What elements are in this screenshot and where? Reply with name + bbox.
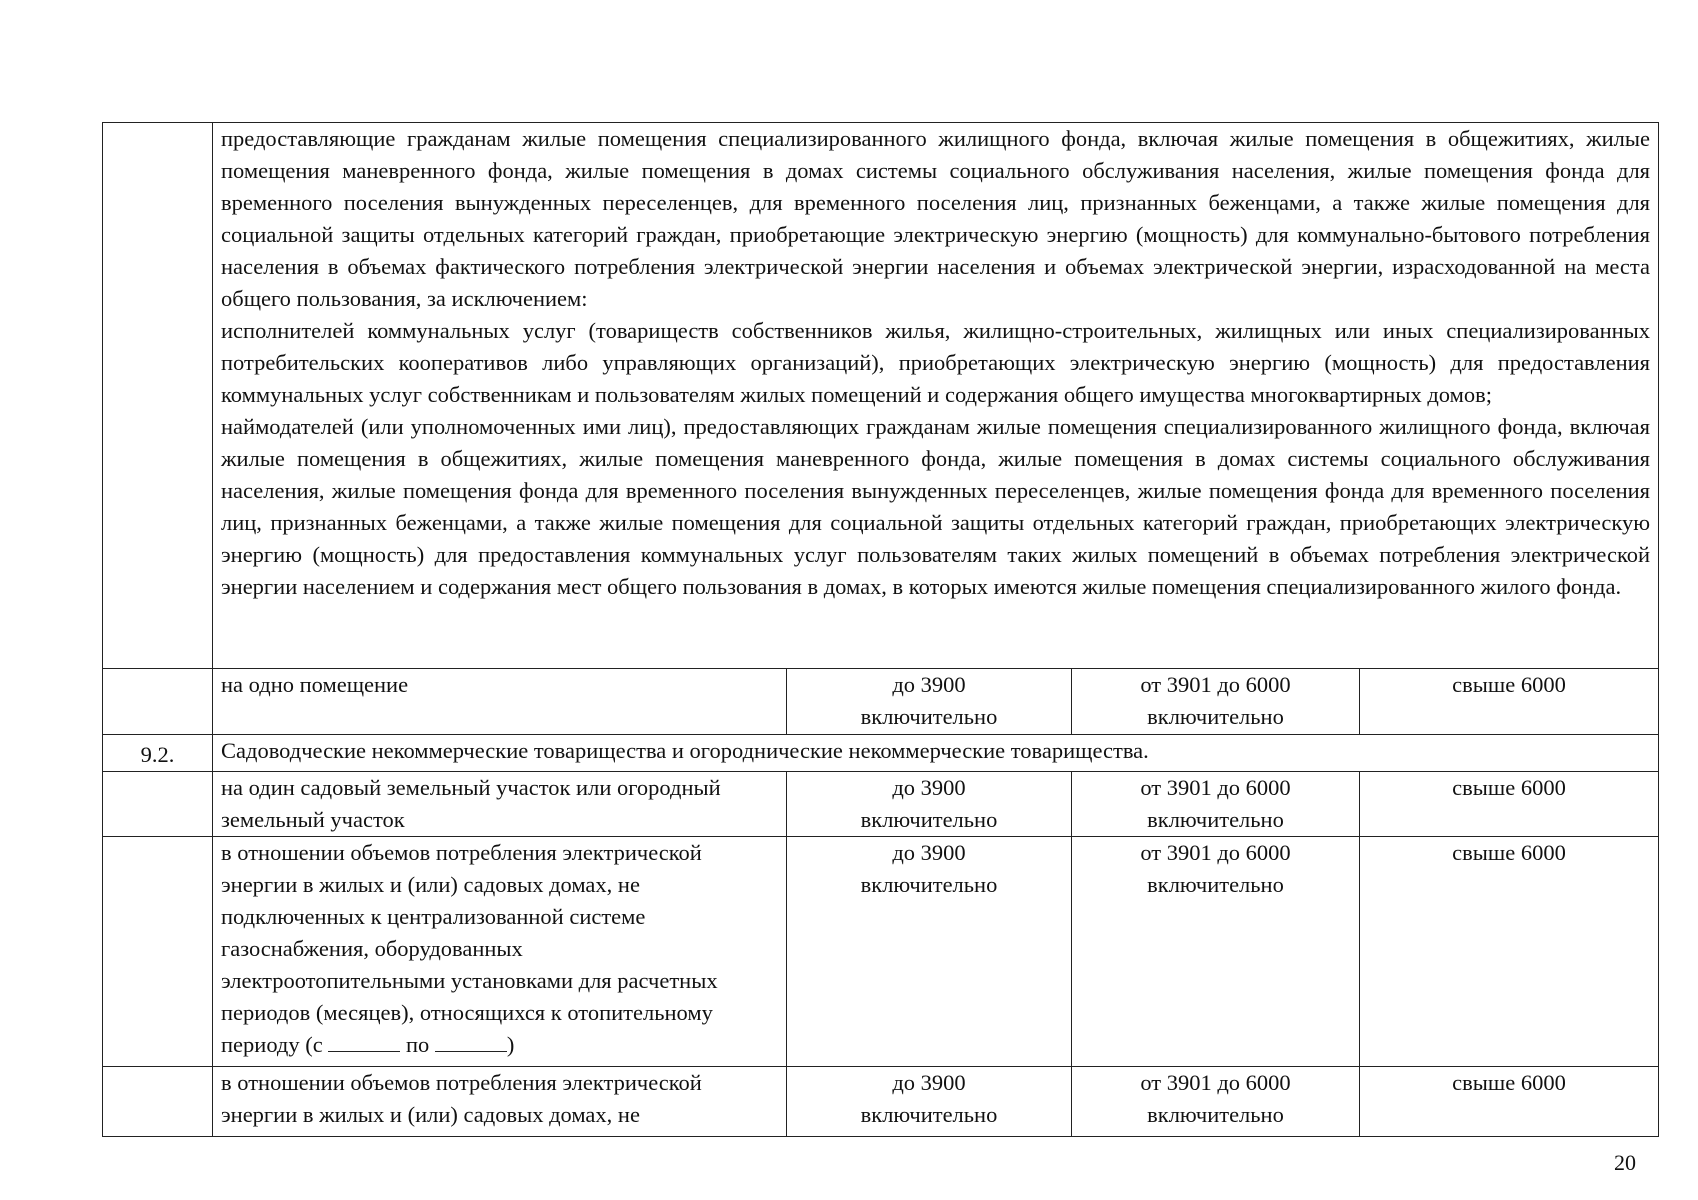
range-mid-value: от 3901 до 6000 xyxy=(1140,775,1291,800)
range-low-value: до 3900 xyxy=(892,1070,966,1095)
range-high-value: свыше 6000 xyxy=(1452,1070,1566,1095)
last-label-line-1: в отношении объемов потребления электрической xyxy=(221,1070,702,1095)
range-low-value: до 3900 xyxy=(892,840,966,865)
range-low-suffix: включительно xyxy=(860,1102,998,1127)
heating-label-line-2: энергии в жилых и (или) садовых домах, не xyxy=(221,872,640,897)
heating-period-close: ) xyxy=(506,1032,515,1057)
heating-label-cell xyxy=(213,837,787,1067)
section-title: Садоводческие некоммерческие товарищества и огороднические некоммерческие товарищества. xyxy=(213,735,1659,772)
range-mid-suffix: включительно xyxy=(1147,872,1284,897)
row-number-cell-empty xyxy=(103,123,213,669)
range-low-cell xyxy=(787,1067,1072,1137)
table-row-one-room xyxy=(103,669,1659,735)
range-mid-cell xyxy=(1072,669,1360,735)
range-high-cell xyxy=(1360,1067,1659,1137)
one-room-label: на одно помещение xyxy=(213,669,787,735)
range-mid-cell xyxy=(1072,772,1360,837)
range-low-value: до 3900 xyxy=(892,672,966,697)
heating-label-line-1: в отношении объемов потребления электрической xyxy=(221,840,702,865)
range-high-value: свыше 6000 xyxy=(1452,775,1566,800)
exception-paragraph-1: исполнителей коммунальных услуг (товариществ собственников жилья, жилищно-строительных, жилищных или иных специализированных потребительских кооперативов либо управляющих организаций), приобретающих электрическую энергию (мощность) для предоставления коммунальных услуг собственникам и пользователям жилых помещений и содержания общего имущества многоквартирных домов; xyxy=(221,318,1651,407)
range-low-cell xyxy=(787,669,1072,735)
table-row-last xyxy=(103,1067,1659,1137)
garden-plot-label-cell xyxy=(213,772,787,837)
table-row-garden-plot xyxy=(103,772,1659,837)
tariff-table xyxy=(102,122,1659,1137)
table-row-section-9-2 xyxy=(103,735,1659,772)
range-mid-cell xyxy=(1072,837,1360,1067)
range-low-value: до 3900 xyxy=(892,775,966,800)
row-number-cell-empty xyxy=(103,837,213,1067)
exception-paragraph-2: наймодателей (или уполномоченных ими лиц), предоставляющих гражданам жилые помещения специализированного жилищного фонда, включая жилые помещения в общежитиях, жилые помещения маневренного фонда, жилые помещения в домах системы социального обслуживания населения, жилые помещения фонда для временного поселения вынужденных переселенцев, жилые помещения фонда для временного поселения лиц, признанных беженцами, а также жилые помещения для социальной защиты отдельных категорий граждан, приобретающих электрическую энергию (мощность) для предоставления коммунальных услуг пользователям таких жилых помещений в объемах потребления электрической энергии населением и содержания мест общего пользования в домах, в которых имеются жилые помещения специализированного жилого фонда. xyxy=(221,414,1651,599)
section-number: 9.2. xyxy=(103,735,213,772)
range-low-suffix: включительно xyxy=(860,807,998,832)
garden-plot-label-line-2: земельный участок xyxy=(221,807,405,832)
range-high-cell xyxy=(1360,772,1659,837)
description-cell xyxy=(213,123,1659,669)
period-start-blank[interactable] xyxy=(328,1033,400,1052)
last-label-line-2: энергии в жилых и (или) садовых домах, не xyxy=(221,1102,640,1127)
range-low-cell xyxy=(787,837,1072,1067)
range-mid-suffix: включительно xyxy=(1147,704,1284,729)
heating-label-line-3: подключенных к централизованной системе xyxy=(221,904,646,929)
range-mid-suffix: включительно xyxy=(1147,1102,1284,1127)
range-mid-value: от 3901 до 6000 xyxy=(1140,672,1291,697)
row-number-cell-empty xyxy=(103,772,213,837)
last-label-cell xyxy=(213,1067,787,1137)
row-number-cell-empty xyxy=(103,669,213,735)
heating-label-line-5: электроотопительными установками для расчетных xyxy=(221,968,718,993)
table-row-heating xyxy=(103,837,1659,1067)
heating-label-line-6: периодов (месяцев), относящихся к отопительному xyxy=(221,1000,713,1025)
heating-label-line-7 xyxy=(221,1029,778,1061)
range-low-cell xyxy=(787,772,1072,837)
range-low-suffix: включительно xyxy=(860,704,998,729)
heating-label-line-4: газоснабжения, оборудованных xyxy=(221,936,523,961)
range-mid-cell xyxy=(1072,1067,1360,1137)
table-row-description xyxy=(103,123,1659,669)
period-end-blank[interactable] xyxy=(435,1033,507,1052)
range-mid-value: от 3901 до 6000 xyxy=(1140,840,1291,865)
row-number-cell-empty xyxy=(103,1067,213,1137)
range-mid-suffix: включительно xyxy=(1147,807,1284,832)
range-high-cell xyxy=(1360,837,1659,1067)
garden-plot-label-line-1: на один садовый земельный участок или огородный xyxy=(221,775,721,800)
range-high-value: свыше 6000 xyxy=(1452,672,1566,697)
range-mid-value: от 3901 до 6000 xyxy=(1140,1070,1291,1095)
heating-period-to: по xyxy=(405,1032,430,1057)
range-high-cell xyxy=(1360,669,1659,735)
page-number: 20 xyxy=(1614,1150,1636,1175)
range-low-suffix: включительно xyxy=(860,872,998,897)
intro-paragraph: предоставляющие гражданам жилые помещения специализированного жилищного фонда, включая жилые помещения в общежитиях, жилые помещения маневренного фонда, жилые помещения в домах системы социального обслуживания населения, жилые помещения фонда для временного поселения вынужденных переселенцев, для временного поселения лиц, признанных беженцами, а также жилые помещения для социальной защиты отдельных категорий граждан, приобретающие электрическую энергию (мощность) для коммунально-бытового потребления населения в объемах фактического потребления электрической энергии населения и объемах электрической энергии, израсходованной на места общего пользования, за исключением: xyxy=(221,126,1651,311)
heating-period-prefix: периоду (с xyxy=(221,1032,323,1057)
range-high-value: свыше 6000 xyxy=(1452,840,1566,865)
